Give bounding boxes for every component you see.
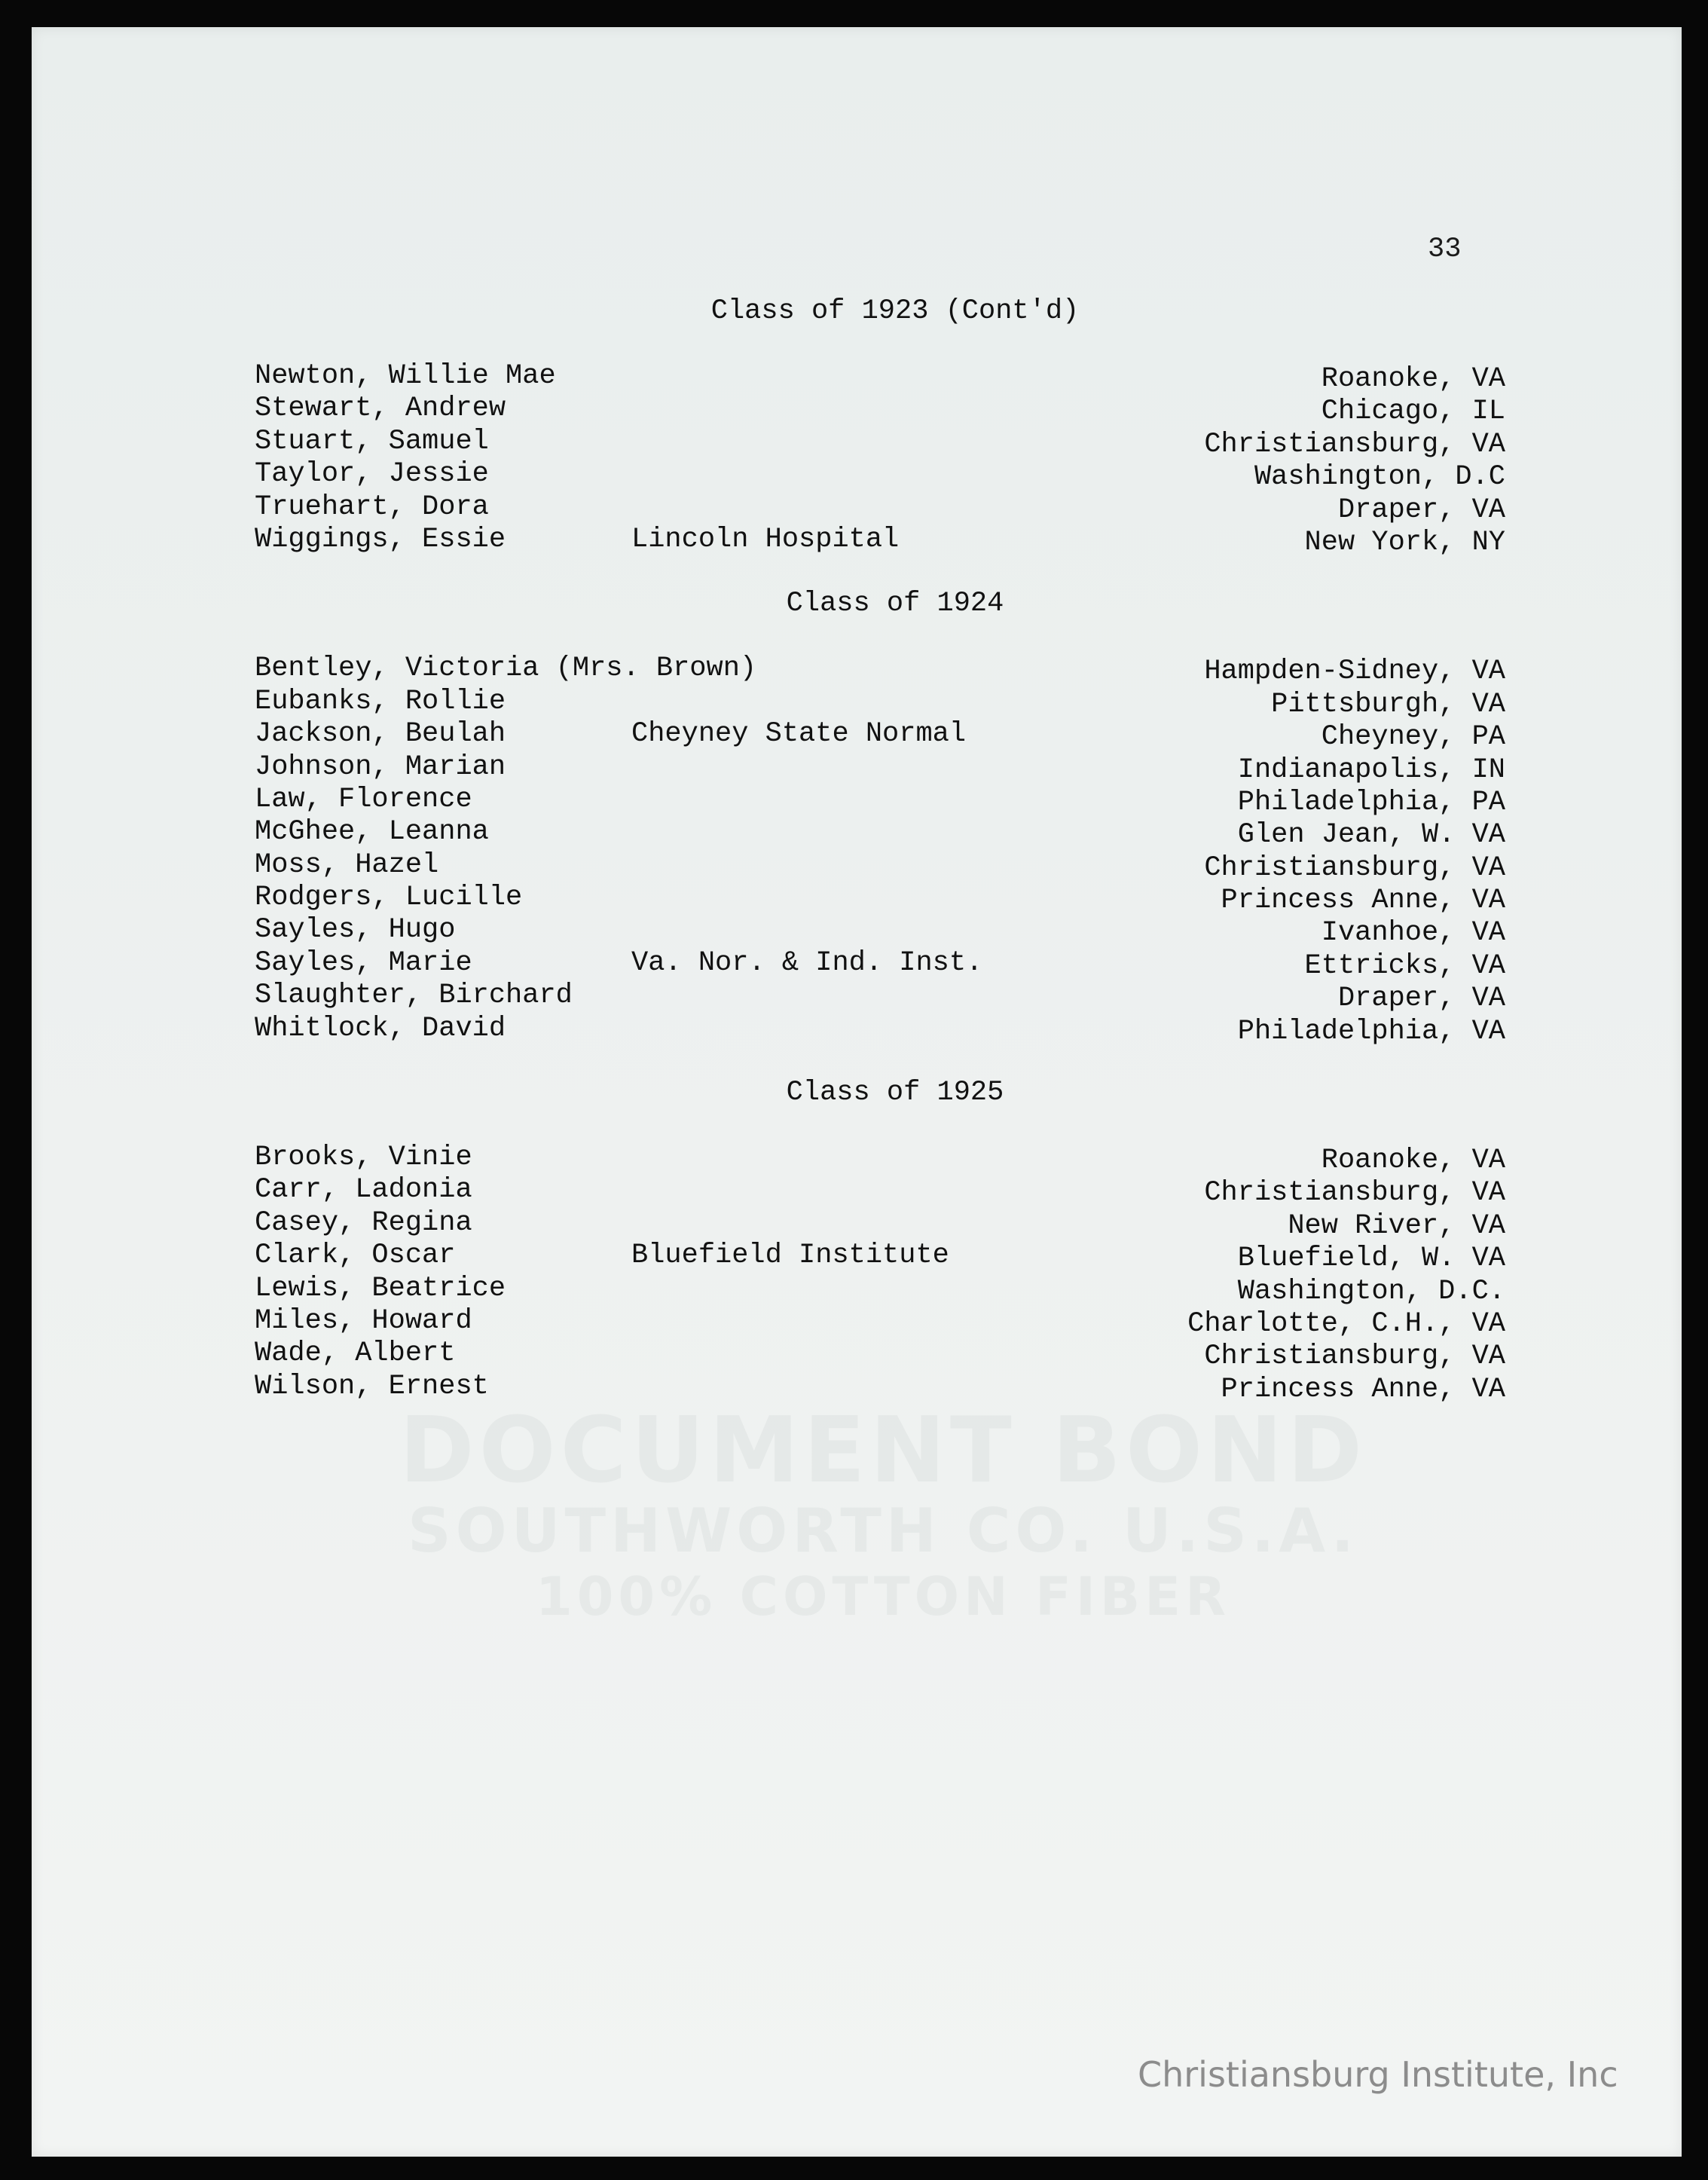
roster-row bbox=[255, 426, 1505, 458]
hometown: Hampden-Sidney, VA bbox=[1204, 656, 1505, 688]
watermark-line-2: SOUTHWORTH CO. U.S.A. bbox=[407, 1496, 1359, 1566]
student-name: Wade, Albert bbox=[255, 1338, 456, 1370]
school-name: Lincoln Hospital bbox=[631, 523, 900, 555]
hometown: Washington, D.C bbox=[1254, 461, 1505, 494]
watermark-line-3: 100% COTTON FIBER bbox=[535, 1566, 1230, 1628]
class-heading: Class of 1923 (Cont'd) bbox=[710, 295, 1080, 327]
student-name: Johnson, Marian bbox=[255, 751, 506, 783]
class-section bbox=[255, 1075, 1505, 1403]
roster-row bbox=[255, 1338, 1505, 1373]
student-name: Stuart, Samuel bbox=[255, 425, 489, 457]
hometown: Philadelphia, PA bbox=[1237, 786, 1505, 818]
hometown: Washington, D.C. bbox=[1237, 1275, 1505, 1307]
hometown: Ivanhoe, VA bbox=[1321, 917, 1505, 949]
roster-row bbox=[255, 1013, 1505, 1045]
roster-row bbox=[255, 784, 1505, 816]
student-name: Wiggings, Essie bbox=[255, 523, 506, 555]
student-name: Casey, Regina bbox=[255, 1206, 472, 1239]
hometown: Christiansburg, VA bbox=[1204, 1177, 1505, 1209]
hometown: Cheyney, PA bbox=[1321, 721, 1505, 754]
student-name: Law, Florence bbox=[255, 783, 472, 815]
hometown: Roanoke, VA bbox=[1321, 363, 1505, 395]
roster-row bbox=[255, 1273, 1505, 1305]
credit-watermark: Christiansburg Institute, Inc bbox=[1138, 2054, 1618, 2095]
hometown: Pittsburgh, VA bbox=[1271, 688, 1505, 720]
student-name: Jackson, Beulah bbox=[255, 718, 506, 751]
student-name: Bentley, Victoria (Mrs. Brown) bbox=[255, 653, 757, 685]
school-name: Cheyney State Normal bbox=[631, 718, 967, 751]
class-section bbox=[255, 586, 1505, 1045]
student-name: Sayles, Marie bbox=[255, 946, 472, 979]
hometown: Christiansburg, VA bbox=[1204, 428, 1505, 460]
roster-row bbox=[255, 947, 1505, 980]
watermark-line-1: DOCUMENT BOND bbox=[399, 1399, 1367, 1503]
hometown: New York, NY bbox=[1304, 526, 1505, 558]
roster-row bbox=[255, 1371, 1505, 1403]
student-name: Whitlock, David bbox=[255, 1012, 506, 1044]
roster-row bbox=[255, 491, 1505, 524]
class-heading: Class of 1924 bbox=[786, 588, 1004, 620]
hometown: Christiansburg, VA bbox=[1204, 1341, 1505, 1373]
student-name: Stewart, Andrew bbox=[255, 393, 506, 425]
roster-row bbox=[255, 686, 1505, 718]
hometown: New River, VA bbox=[1288, 1209, 1505, 1242]
student-name: Carr, Ladonia bbox=[255, 1174, 472, 1206]
roster-row bbox=[255, 1240, 1505, 1275]
hometown: Christiansburg, VA bbox=[1204, 852, 1505, 884]
student-name: Rodgers, Lucille bbox=[255, 882, 523, 914]
hometown: Charlotte, C.H., VA bbox=[1187, 1307, 1505, 1340]
student-name: Eubanks, Rollie bbox=[255, 685, 506, 717]
hometown: Draper, VA bbox=[1337, 983, 1505, 1015]
roster-row bbox=[255, 980, 1505, 1015]
student-name: Newton, Willie Mae bbox=[255, 360, 556, 392]
roster-row bbox=[255, 1207, 1505, 1240]
student-name: Taylor, Jessie bbox=[255, 458, 489, 491]
class-section bbox=[255, 294, 1505, 556]
hometown: Philadelphia, VA bbox=[1237, 1015, 1505, 1047]
student-name: Lewis, Beatrice bbox=[255, 1272, 506, 1304]
student-name: Sayles, Hugo bbox=[255, 914, 456, 946]
student-name: Wilson, Ernest bbox=[255, 1370, 489, 1402]
student-name: Miles, Howard bbox=[255, 1304, 472, 1337]
hometown: Chicago, IL bbox=[1321, 396, 1505, 428]
student-name: Truehart, Dora bbox=[255, 491, 489, 523]
roster-row bbox=[255, 816, 1505, 852]
hometown: Ettricks, VA bbox=[1304, 949, 1505, 982]
hometown: Indianapolis, IN bbox=[1237, 754, 1505, 786]
hometown: Roanoke, VA bbox=[1321, 1145, 1505, 1177]
roster-row bbox=[255, 1142, 1505, 1177]
roster-row bbox=[255, 914, 1505, 949]
roster-row bbox=[255, 458, 1505, 494]
roster-row bbox=[255, 1305, 1505, 1338]
school-name: Bluefield Institute bbox=[631, 1240, 949, 1272]
roster-row bbox=[255, 718, 1505, 754]
roster-row bbox=[255, 882, 1505, 917]
hometown: Draper, VA bbox=[1337, 494, 1505, 526]
student-name: Moss, Hazel bbox=[255, 848, 439, 881]
roster-row bbox=[255, 751, 1505, 784]
school-name: Va. Nor. & Ind. Inst. bbox=[631, 946, 983, 979]
student-name: McGhee, Leanna bbox=[255, 816, 489, 848]
roster-row bbox=[255, 360, 1505, 393]
hometown: Glen Jean, W. VA bbox=[1237, 819, 1505, 852]
roster-row bbox=[255, 653, 1505, 688]
roster-row bbox=[255, 393, 1505, 428]
class-heading: Class of 1925 bbox=[786, 1077, 1004, 1109]
hometown: Bluefield, W. VA bbox=[1237, 1243, 1505, 1275]
roster-row bbox=[255, 849, 1505, 882]
student-name: Clark, Oscar bbox=[255, 1240, 456, 1272]
roster-row bbox=[255, 524, 1505, 556]
hometown: Princess Anne, VA bbox=[1221, 885, 1505, 917]
student-name: Brooks, Vinie bbox=[255, 1142, 472, 1174]
roster-row bbox=[255, 1174, 1505, 1209]
hometown: Princess Anne, VA bbox=[1221, 1373, 1505, 1405]
roster-content bbox=[255, 294, 1505, 1433]
student-name: Slaughter, Birchard bbox=[255, 980, 573, 1012]
page-number: 33 bbox=[1428, 234, 1462, 265]
